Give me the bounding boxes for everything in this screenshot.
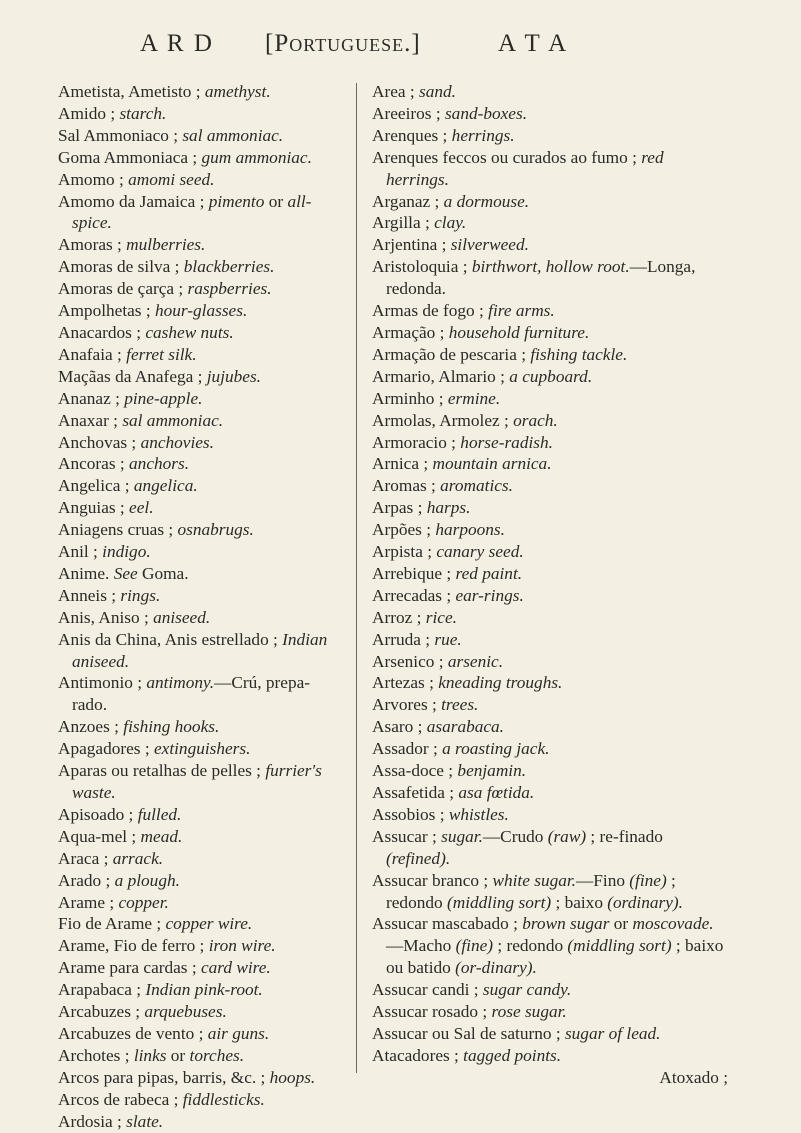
- entry-english: red herrings.: [386, 147, 664, 189]
- dictionary-entry: [58, 125, 340, 147]
- entry-portuguese: Ametista, Ametisto ;: [58, 82, 205, 101]
- entry-portuguese: Aqua-mel ;: [58, 826, 141, 846]
- entry-portuguese: Assucar mascabado ;: [372, 914, 523, 934]
- entry-english: arrack.: [112, 848, 164, 868]
- entry-english: sugar candy.: [482, 980, 572, 1000]
- entry-portuguese: Ampolhetas ;: [58, 301, 155, 321]
- entry-english: a roasting jack.: [442, 739, 550, 759]
- entry-english: copper.: [118, 892, 169, 912]
- dictionary-entry: [58, 1001, 340, 1023]
- entry-portuguese: Arminho ;: [372, 388, 448, 408]
- entry-portuguese: Anacardos ;: [58, 322, 146, 342]
- catchword: Atoxado ;: [659, 1067, 728, 1087]
- entry-english: rings.: [120, 585, 161, 605]
- entry-portuguese: Goma Ammoniaca ;: [58, 147, 202, 167]
- entry-portuguese: or: [166, 1045, 190, 1065]
- dictionary-entry: [372, 541, 728, 563]
- entry-portuguese: Ananaz ;: [58, 388, 125, 408]
- entry-portuguese: Aparas ou retalhas de pelles ;: [58, 761, 266, 781]
- dictionary-entry: [58, 629, 340, 673]
- entry-portuguese: Arcos de rabeca ;: [58, 1089, 183, 1109]
- dictionary-entry: [372, 870, 728, 914]
- entry-portuguese: ; redondo: [493, 936, 568, 956]
- dictionary-entry: [58, 432, 340, 454]
- entry-portuguese: —Crudo: [482, 826, 548, 846]
- dictionary-entry: [372, 388, 728, 410]
- entry-portuguese: Araca ;: [58, 848, 113, 868]
- entry-portuguese: Anguias ;: [58, 498, 130, 518]
- entry-portuguese: Anneis ;: [58, 585, 121, 605]
- dictionary-entry: [58, 256, 340, 278]
- entry-english: (middling sort): [567, 936, 672, 956]
- entry-portuguese: Anzoes ;: [58, 717, 124, 737]
- entry-english: a dormouse.: [443, 191, 530, 211]
- entry-portuguese: Assobios ;: [372, 804, 449, 824]
- dictionary-entry: [372, 804, 728, 826]
- entry-portuguese: or: [264, 191, 288, 211]
- dictionary-entry: [58, 826, 340, 848]
- entry-portuguese: ; redondo: [386, 870, 676, 912]
- entry-portuguese: Arsenico ;: [372, 651, 448, 671]
- entry-portuguese: Anime.: [58, 563, 114, 583]
- entry-portuguese: Arpas ;: [372, 498, 427, 518]
- entry-portuguese: Arame, Fio de ferro ;: [58, 936, 209, 956]
- entry-english: torches.: [189, 1045, 245, 1065]
- entry-portuguese: Anil ;: [58, 542, 103, 562]
- entry-english: canary seed.: [436, 542, 524, 562]
- dictionary-entry: [372, 651, 728, 673]
- dictionary-entry: [372, 432, 728, 454]
- entry-portuguese: Ardosia ;: [58, 1111, 127, 1131]
- dictionary-entry: [58, 848, 340, 870]
- dictionary-entry: [372, 453, 728, 475]
- entry-portuguese: Sal Ammoniaco ;: [58, 125, 183, 145]
- dictionary-entry: [58, 278, 340, 300]
- entry-english: harps.: [426, 498, 471, 518]
- entry-portuguese: Maçãas da Anafega ;: [58, 366, 207, 386]
- dictionary-entry: [372, 103, 728, 125]
- entry-portuguese: Arvores ;: [372, 695, 442, 715]
- entry-english: furrier's waste.: [72, 761, 322, 802]
- entry-english: Indian aniseed.: [72, 629, 328, 671]
- entry-english: (raw): [547, 826, 587, 846]
- entry-english: orach.: [513, 410, 558, 430]
- entry-english: eel.: [129, 498, 154, 518]
- entry-portuguese: Arroz ;: [372, 607, 426, 627]
- entry-english: slate.: [126, 1111, 164, 1131]
- dictionary-entry: [58, 453, 340, 475]
- dictionary-entry: [58, 519, 340, 541]
- entry-portuguese: Arnica ;: [372, 454, 433, 474]
- entry-portuguese: Anafaia ;: [58, 344, 127, 364]
- entry-english: antimony.: [146, 673, 215, 693]
- entry-portuguese: —Crú, prepa-rado.: [72, 673, 311, 715]
- entry-english: (fine): [629, 870, 667, 890]
- entry-english: sugar.: [441, 826, 483, 846]
- entry-english: fire arms.: [488, 301, 555, 321]
- dictionary-entry: [58, 300, 340, 322]
- entry-portuguese: Assucar ou Sal de saturno ;: [372, 1023, 565, 1043]
- entry-portuguese: Amoras de silva ;: [58, 257, 184, 277]
- entry-english: Indian pink-root.: [145, 980, 263, 1000]
- entry-portuguese: Armolas, Armolez ;: [372, 410, 514, 430]
- dictionary-entry: [58, 388, 340, 410]
- entry-portuguese: Anis da China, Anis estrellado ;: [58, 629, 283, 649]
- dictionary-entry: [372, 826, 728, 870]
- entry-english: angelica.: [133, 476, 198, 496]
- dictionary-entry: [58, 541, 340, 563]
- right-column: [372, 81, 728, 1089]
- entry-portuguese: Anchovas ;: [58, 432, 141, 452]
- entry-english: card wire.: [200, 958, 271, 978]
- entry-english: sand-boxes.: [444, 103, 528, 123]
- entry-english: iron wire.: [208, 936, 276, 956]
- entry-portuguese: ; re-finado: [586, 826, 663, 846]
- entry-portuguese: Arame para cardas ;: [58, 958, 201, 978]
- entry-portuguese: Arenques feccos ou curados ao fumo ;: [372, 147, 642, 167]
- entry-portuguese: Areeiros ;: [372, 103, 445, 123]
- entry-portuguese: Arjentina ;: [372, 235, 451, 255]
- entry-english: household furniture.: [448, 322, 590, 342]
- entry-portuguese: Assador ;: [372, 739, 443, 759]
- entry-portuguese: Aristoloquia ;: [372, 257, 472, 277]
- dictionary-entry: [58, 913, 340, 935]
- entry-portuguese: Armario, Almario ;: [372, 366, 510, 386]
- entry-english: harpoons.: [435, 520, 505, 540]
- dictionary-entry: [372, 191, 728, 213]
- dictionary-entry: [58, 870, 340, 892]
- entry-english: hoops.: [269, 1067, 316, 1087]
- dictionary-entry: [372, 585, 728, 607]
- entry-english: sugar of lead.: [564, 1023, 661, 1043]
- entry-english: gum ammoniac.: [201, 147, 312, 167]
- dictionary-entry: [372, 256, 728, 300]
- entry-english: herrings.: [451, 125, 515, 145]
- dictionary-entry: [372, 979, 728, 1001]
- entry-portuguese: Amoras ;: [58, 235, 127, 255]
- dictionary-entry: [372, 519, 728, 541]
- dictionary-entry: [58, 760, 340, 804]
- entry-english: anchovies.: [140, 432, 214, 452]
- entry-english: red paint.: [455, 563, 523, 583]
- dictionary-entry: [372, 629, 728, 651]
- dictionary-entry: [372, 300, 728, 322]
- dictionary-entry: [58, 738, 340, 760]
- dictionary-entry: [372, 344, 728, 366]
- entry-portuguese: Arame ;: [58, 892, 119, 912]
- entry-english: kneading troughs.: [438, 673, 563, 693]
- entry-english: (fine): [455, 936, 494, 956]
- header-left-guide: A R D: [140, 30, 214, 57]
- dictionary-entry: [58, 804, 340, 826]
- column-divider: [356, 83, 357, 1073]
- entry-english: rose sugar.: [491, 1002, 567, 1022]
- entry-portuguese: Assucar rosado ;: [372, 1002, 492, 1022]
- entry-english: raspberries.: [187, 279, 272, 299]
- entry-portuguese: Amomo ;: [58, 169, 129, 189]
- entry-english: ferret silk.: [126, 344, 197, 364]
- entry-portuguese: Anaxar ;: [58, 410, 123, 430]
- dictionary-entry: [58, 147, 340, 169]
- entry-english: starch.: [119, 103, 167, 123]
- entry-portuguese: Ancoras ;: [58, 454, 130, 474]
- entry-portuguese: Armas de fogo ;: [372, 301, 489, 321]
- dictionary-entry: [372, 913, 728, 979]
- dictionary-entry: [372, 125, 728, 147]
- dictionary-entry: [372, 1023, 728, 1045]
- entry-portuguese: Arapabaca ;: [58, 980, 146, 1000]
- entry-english: (refined).: [386, 848, 451, 868]
- entry-portuguese: Aniagens cruas ;: [58, 520, 178, 540]
- entry-portuguese: Apisoado ;: [58, 804, 138, 824]
- entry-english: cashew nuts.: [145, 322, 234, 342]
- dictionary-entry: [372, 366, 728, 388]
- entry-portuguese: Apagadores ;: [58, 739, 154, 759]
- dictionary-entry: [58, 1111, 340, 1133]
- entry-portuguese: or: [609, 914, 633, 934]
- dictionary-entry: [372, 1045, 728, 1067]
- entry-portuguese: Armação ;: [372, 322, 449, 342]
- entry-english: ermine.: [447, 388, 501, 408]
- dictionary-entry: [372, 607, 728, 629]
- entry-english: benjamin.: [457, 761, 527, 781]
- dictionary-entry: [372, 322, 728, 344]
- dictionary-entry: [58, 169, 340, 191]
- entry-portuguese: Artezas ;: [372, 673, 439, 693]
- dictionary-entry: [372, 738, 728, 760]
- entry-english: (ordinary).: [607, 892, 683, 912]
- entry-english: amethyst.: [204, 82, 271, 101]
- entry-portuguese: Argilla ;: [372, 213, 435, 233]
- dictionary-entry: [58, 585, 340, 607]
- entry-portuguese: Arganaz ;: [372, 191, 444, 211]
- entry-portuguese: Armoracio ;: [372, 432, 461, 452]
- entry-portuguese: Arcos para pipas, barris, &c. ;: [58, 1067, 270, 1087]
- entry-english: whistles.: [448, 804, 509, 824]
- entry-english: air guns.: [207, 1023, 270, 1043]
- entry-english: sal ammoniac.: [182, 125, 284, 145]
- entry-portuguese: Assucar candi ;: [372, 980, 483, 1000]
- entry-portuguese: Arenques ;: [372, 125, 452, 145]
- dictionary-entry: [372, 694, 728, 716]
- entry-portuguese: Arrebique ;: [372, 563, 456, 583]
- entry-english: fishing hooks.: [123, 717, 220, 737]
- entry-english: mountain arnica.: [432, 454, 552, 474]
- dictionary-entry: [58, 716, 340, 738]
- dictionary-entry: [372, 81, 728, 103]
- entry-portuguese: Fio de Arame ;: [58, 914, 166, 934]
- entry-english: all-spice.: [72, 191, 312, 233]
- entry-english: aromatics.: [440, 476, 513, 496]
- entry-portuguese: Amomo da Jamaica ;: [58, 191, 209, 211]
- dictionary-entry: [58, 322, 340, 344]
- entry-english: anchors.: [129, 454, 190, 474]
- entry-english: rue.: [434, 629, 462, 649]
- entry-english: a cupboard.: [509, 366, 593, 386]
- entry-english: tagged points.: [463, 1045, 562, 1065]
- dictionary-entry: [372, 234, 728, 256]
- dictionary-entry: [372, 212, 728, 234]
- entry-portuguese: Amido ;: [58, 103, 120, 123]
- entry-english: links: [133, 1045, 167, 1065]
- entry-english: pimento: [208, 191, 265, 211]
- header-right-guide: A T A: [498, 30, 569, 57]
- entry-portuguese: ; baixo: [551, 892, 608, 912]
- entry-english: moscovade.: [632, 914, 714, 934]
- entry-portuguese: Assa-doce ;: [372, 761, 458, 781]
- entry-english: silverweed.: [450, 235, 529, 255]
- dictionary-entry: [58, 1045, 340, 1067]
- entry-english: rice.: [425, 607, 457, 627]
- dictionary-entry: [58, 957, 340, 979]
- entry-english: white sugar.: [492, 870, 576, 890]
- dictionary-entry: [58, 497, 340, 519]
- dictionary-entry: [58, 191, 340, 235]
- entry-portuguese: Antimonio ;: [58, 673, 147, 693]
- entry-portuguese: Arpista ;: [372, 542, 437, 562]
- entry-portuguese: Arcabuzes de vento ;: [58, 1023, 208, 1043]
- dictionary-entry: [58, 410, 340, 432]
- entry-english: osnabrugs.: [177, 520, 254, 540]
- entry-english: (middling sort): [446, 892, 552, 912]
- entry-portuguese: Atacadores ;: [372, 1045, 464, 1065]
- entry-portuguese: Assafetida ;: [372, 783, 459, 802]
- entry-english: amomi seed.: [128, 169, 215, 189]
- entry-english: brown sugar: [522, 914, 610, 934]
- dictionary-entry: [58, 892, 340, 914]
- entry-portuguese: Arcabuzes ;: [58, 1002, 145, 1022]
- entry-portuguese: Goma.: [137, 563, 189, 583]
- entry-english: asarabaca.: [426, 717, 505, 737]
- dictionary-entry: [58, 607, 340, 629]
- dictionary-entry: [372, 475, 728, 497]
- entry-portuguese: Arado ;: [58, 870, 115, 890]
- entry-portuguese: Anis, Aniso ;: [58, 607, 154, 627]
- dictionary-entry: [372, 760, 728, 782]
- dictionary-entry: [58, 1023, 340, 1045]
- entry-english: (or-dinary).: [455, 958, 537, 978]
- entry-english: jujubes.: [206, 366, 261, 386]
- entry-portuguese: Arruda ;: [372, 629, 435, 649]
- entry-english: aniseed.: [153, 607, 211, 627]
- entry-portuguese: Asaro ;: [372, 717, 427, 737]
- entry-portuguese: —Longa, redonda.: [386, 257, 696, 299]
- entry-english: trees.: [441, 695, 479, 715]
- dictionary-entry: [58, 344, 340, 366]
- dictionary-entry: [372, 410, 728, 432]
- dictionary-entry: [372, 672, 728, 694]
- entry-english: sal ammoniac.: [122, 410, 224, 430]
- entry-english: horse-radish.: [460, 432, 553, 452]
- dictionary-entry: [372, 563, 728, 585]
- dictionary-entry: [372, 1001, 728, 1023]
- entry-english: fiddlesticks.: [182, 1089, 265, 1109]
- entry-english: extinguishers.: [153, 739, 251, 759]
- entry-english: arsenic.: [447, 651, 504, 671]
- entry-portuguese: Archotes ;: [58, 1045, 134, 1065]
- entry-portuguese: —Macho: [386, 936, 456, 956]
- dictionary-entry: [58, 1067, 340, 1089]
- entry-english: See: [113, 563, 138, 583]
- entry-portuguese: Angelica ;: [58, 476, 134, 496]
- dictionary-entry: [58, 234, 340, 256]
- dictionary-entry: [372, 497, 728, 519]
- entry-english: fishing tackle.: [530, 344, 628, 364]
- dictionary-entry: [58, 81, 340, 103]
- entry-english: asa fœtida.: [458, 783, 535, 802]
- entry-portuguese: Area ;: [372, 82, 420, 101]
- entry-english: arquebuses.: [144, 1002, 227, 1022]
- entry-portuguese: Assucar branco ;: [372, 870, 493, 890]
- dictionary-entry: [58, 103, 340, 125]
- entry-english: copper wire.: [165, 914, 253, 934]
- entry-english: birthwort, hollow root.: [471, 257, 630, 277]
- dictionary-entry: [58, 366, 340, 388]
- entry-english: mead.: [140, 826, 183, 846]
- entry-english: pine-apple.: [124, 388, 203, 408]
- entry-english: indigo.: [102, 542, 151, 562]
- entry-english: sand.: [419, 82, 456, 101]
- entry-portuguese: Amoras de çarça ;: [58, 279, 188, 299]
- dictionary-entry: [58, 563, 340, 585]
- entry-english: hour-glasses.: [154, 301, 248, 321]
- dictionary-entry: [372, 147, 728, 191]
- entry-portuguese: Arrecadas ;: [372, 585, 456, 605]
- entry-portuguese: ; baixo ou batido: [386, 936, 724, 978]
- entry-english: fulled.: [137, 804, 182, 824]
- entry-english: mulberries.: [126, 235, 206, 255]
- entry-english: blackberries.: [183, 257, 275, 277]
- entry-portuguese: Arpões ;: [372, 520, 436, 540]
- dictionary-entry: [58, 1089, 340, 1111]
- dictionary-entry: [372, 716, 728, 738]
- entry-portuguese: —Fino: [576, 870, 630, 890]
- entry-portuguese: Armação de pescaria ;: [372, 344, 531, 364]
- dictionary-entry: [58, 935, 340, 957]
- dictionary-entry: [372, 782, 728, 804]
- entry-portuguese: Aromas ;: [372, 476, 441, 496]
- left-column: [58, 81, 340, 1133]
- entry-portuguese: Assucar ;: [372, 826, 442, 846]
- dictionary-entry: [58, 979, 340, 1001]
- header-language: [Portuguese.]: [265, 30, 421, 57]
- entry-english: ear-rings.: [455, 585, 524, 605]
- entry-english: a plough.: [114, 870, 180, 890]
- entry-english: clay.: [434, 213, 467, 233]
- dictionary-entry: [58, 672, 340, 716]
- dictionary-entry: [58, 475, 340, 497]
